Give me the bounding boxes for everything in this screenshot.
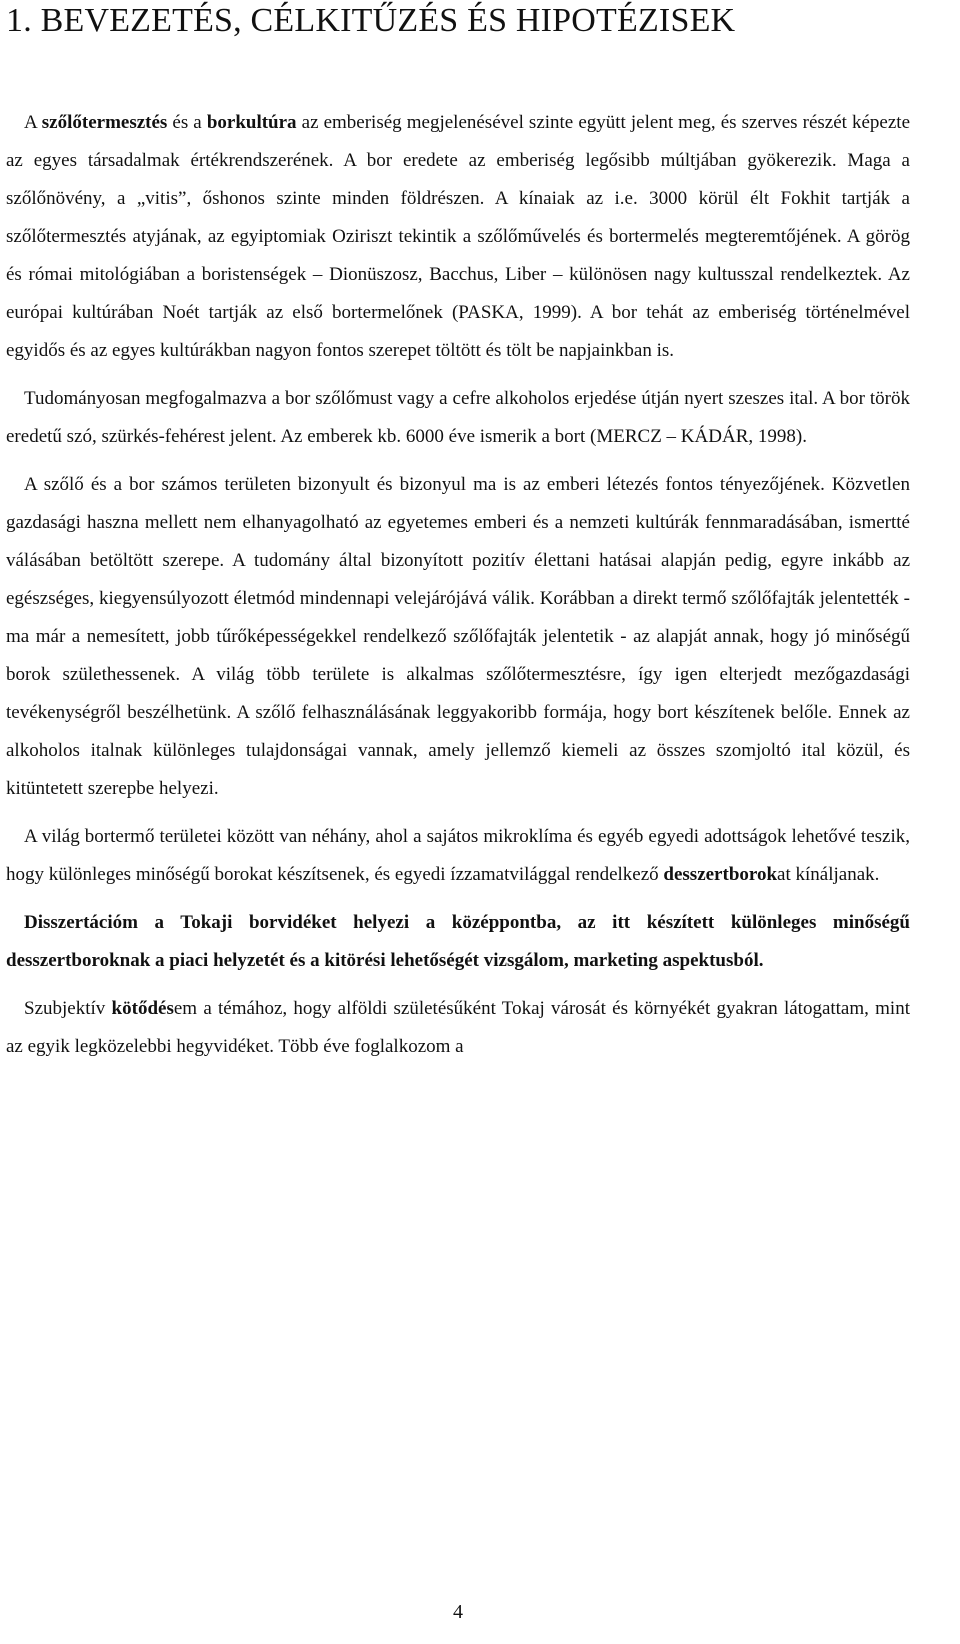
- text-segment: Disszertációm a Tokaji borvidéket helyezi a középpontba, az itt készített különleges minőségű desszertboroknak a piaci helyzetét és a kitörési lehetőségét vizsgálom, marketing aspektusból.: [6, 912, 910, 971]
- text-segment: Tudományosan megfogalmazva a bor szőlőmust vagy a cefre alkoholos erjedése útján nyert szeszes ital. A bor török eredetű szó, szürkés-fehérest jelent. Az emberek kb. 6000 éve ismerik a bort (MERCZ – KÁDÁR, 1998).: [6, 388, 910, 447]
- text-segment: és a: [167, 112, 207, 133]
- body-text: [6, 104, 910, 1076]
- text-segment: A: [24, 112, 42, 133]
- page-number: 4: [453, 1601, 463, 1623]
- paragraph-intro: [6, 104, 910, 370]
- text-segment: em a témához, hogy alföldi születésűként Tokaj városát és környékét gyakran látogattam, mint az egyik legközelebbi hegyvidéket. Több éve foglalkozom a: [6, 998, 910, 1057]
- paragraph-motivation: [6, 990, 910, 1066]
- paragraph-importance: [6, 466, 910, 808]
- bold-term-szolotermesztes: szőlőtermesztés: [41, 112, 168, 133]
- text-segment: Szubjektív: [24, 998, 112, 1019]
- paragraph-wine-regions: [6, 818, 910, 894]
- section-heading: 1. BEVEZETÉS, CÉLKITŰZÉS ÉS HIPOTÉZISEK: [6, 2, 736, 39]
- text-segment: az emberiség megjelenésével szinte együtt jelent meg, és szerves részét képezte az egyes társadalmak értékrendszerének. A bor eredete az emberiség legősibb múltjában gyökerezik. Maga a szőlőnövény, a „vitis”, őshonos szinte minden földrészen. A kínaiak az i.e. 3000 körül élt Fokhit tartják a szőlőtermesztés atyjának, az egyiptomiak Oziriszt tekintik a szőlőművelés és bortermelés megteremtőjének. A görög és római mitológiában a boristenségek – Dionüszosz, Bacchus, Liber – különösen nagy kultusszal rendelkeztek. Az európai kultúrában Noét tartják az első bortermelőnek (PASKA, 1999). A bor tehát az emberiség történelmével egyidős és az egyes kultúrákban nagyon fontos szerepet töltött és tölt be napjainkban is.: [6, 112, 910, 361]
- paragraph-thesis-statement: [6, 904, 910, 980]
- bold-term-borkultura: borkultúra: [206, 112, 297, 133]
- bold-term-desszertborok: desszertborok: [663, 864, 778, 885]
- text-segment: at kínáljanak.: [777, 864, 880, 885]
- text-segment: A világ bortermő területei között van néhány, ahol a sajátos mikroklíma és egyéb egyedi adottságok lehetővé teszik, hogy különleges minőségű borokat készítsenek, és egyedi ízzamatvilággal rendelkező: [6, 826, 910, 885]
- text-segment: A szőlő és a bor számos területen bizonyult és bizonyul ma is az emberi létezés fontos tényezőjének. Közvetlen gazdasági haszna mellett nem elhanyagolható az egyetemes emberi és a nemzeti kultúrák fennmaradásában, ismertté válásában betöltött szerepe. A tudomány által bizonyított pozitív élettani hatásai alapján pedig, egyre inkább az egészséges, kiegyensúlyozott életmód mindennapi velejárójává válik. Korábban a direkt termő szőlőfajták jelentették - ma már a nemesített, jobb tűrőképességekkel rendelkező szőlőfajták jelentetik - az alapját annak, hogy jó minőségű borok születhessenek. A világ több területe is alkalmas szőlőtermesztésre, így igen elterjedt mezőgazdasági tevékenységről beszélhetünk. A szőlő felhasználásának leggyakoribb formája, hogy bort készítenek belőle. Ennek az alkoholos italnak különleges tulajdonságai vannak, amely jellemző kiemeli az összes szomjoltó ital közül, és kitüntetett szerepbe helyezi.: [6, 474, 910, 799]
- bold-term-kotodes: kötődés: [111, 998, 174, 1019]
- paragraph-definition: [6, 380, 910, 456]
